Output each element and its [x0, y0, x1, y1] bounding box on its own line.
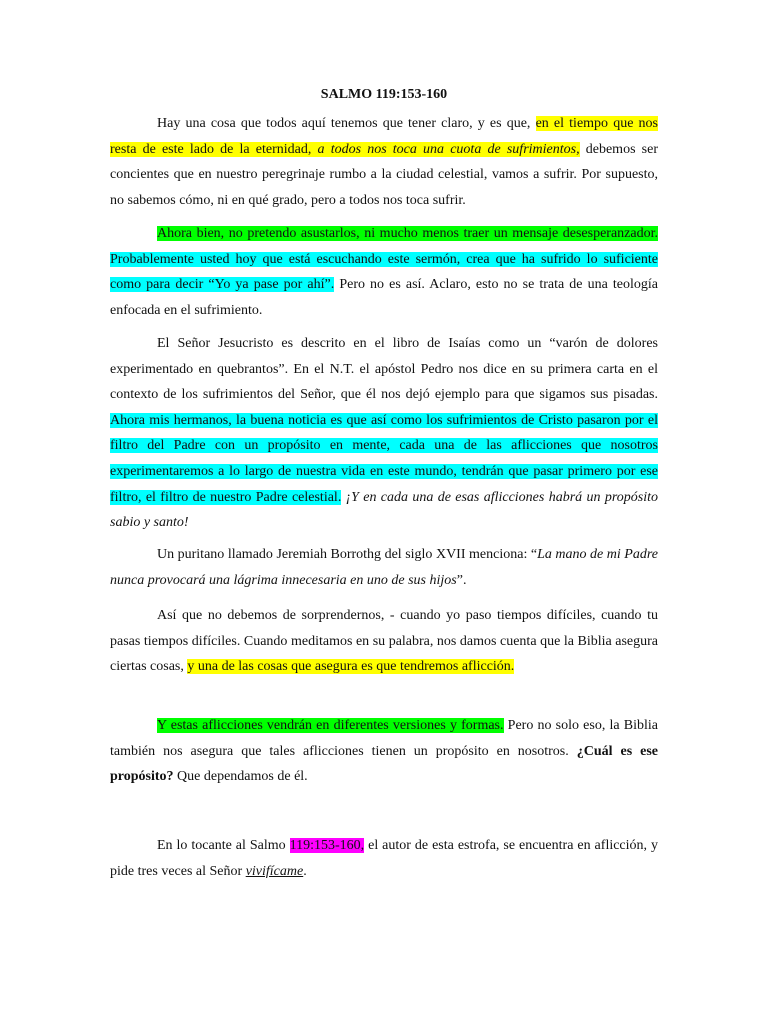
paragraph-2 [110, 221, 658, 323]
p1-text-d: debemos ser concientes que en nuestro peregrinaje rumbo a la ciudad celestial, vamos a sufrir. Por supuesto, no sabemos cómo, ni en qué grado, pero a todos nos toca sufrir. [110, 141, 659, 208]
p2-highlight-cyan: Probablemente usted hoy que está escuchando este sermón, crea que ha sufrido lo suficiente como para decir “Yo ya pase por ahí”. [110, 251, 658, 293]
p6-text-d: Que dependamos de él. [173, 769, 308, 785]
p6-question: ¿Cuál es ese propósito? [110, 743, 658, 785]
p3-text-c: ¡Y en cada una de esas aflicciones habrá un propósito sabio y santo! [110, 489, 658, 531]
p7-text-c: el autor de esta estrofa, se encuentra en aflicción, y pide tres veces al Señor [110, 838, 659, 879]
paragraph-3 [110, 331, 658, 536]
p4-text-c: ”. [456, 572, 467, 588]
p5-highlight-yellow: y una de las cosas que asegura es que tendremos aflicción. [187, 659, 515, 675]
p3-text-a: El Señor Jesucristo es descrito en el libro de Isaías como un “varón de dolores experimentado en quebrantos”. En el N.T. el apóstol Pedro nos dice en su primera carta en el contexto de los sufrimientos del Señor, que él nos dejó ejemplo para que sigamos sus pisadas. [110, 336, 658, 403]
p7-highlight-magenta: 119:153-160, [289, 838, 365, 853]
p1-text-b: en el tiempo que nos resta de este lado de la eternidad, [110, 116, 658, 157]
p3-highlight-cyan: Ahora mis hermanos, la buena noticia es que así como los sufrimientos de Cristo pasaron por el filtro del Padre con un propósito en mente, cada una de las aflicciones que nosotros experimentaremos a lo largo de nuestra vida en este mundo, tendrán que pasar primero por ese filtro, el filtro de nuestro Padre celestial. [110, 412, 658, 505]
paragraph-5 [110, 603, 658, 680]
p6-highlight-green: Y estas aflicciones vendrán en diferentes versiones y formas. [157, 718, 504, 733]
p7-vivificame: vivifícame [245, 863, 304, 879]
p2-text-d: Pero no es así. Aclaro, esto no se trata de una teología enfocada en el sufrimiento. [110, 277, 658, 318]
p7-text-a: En lo tocante al Salmo [157, 838, 290, 853]
p4-quote: La mano de mi Padre nunca provocará una lágrima innecesaria en uno de sus hijos [110, 547, 658, 588]
p6-text-b: Pero no solo eso, la Biblia también nos asegura que tales aflicciones tienen un propósito en nosotros. [110, 718, 658, 759]
p1-text-c: a todos nos toca una cuota de sufrimientos, [317, 141, 580, 157]
paragraph-4 [110, 542, 658, 593]
paragraph-6 [110, 713, 658, 790]
p1-text-a: Hay una cosa que todos aquí tenemos que tener claro, y es que, [157, 116, 536, 131]
paragraph-7 [110, 833, 658, 884]
p5-text-a: Así que no debemos de sorprendernos, - cuando yo paso tiempos difíciles, cuando tu pasas tiempos difíciles. Cuando meditamos en su palabra, nos damos cuenta que la Biblia asegura ciertas cosas, [110, 608, 658, 675]
page-title: SALMO 119:153-160 [320, 87, 448, 102]
p4-text-a: Un puritano llamado Jeremiah Borrothg del siglo XVII menciona: “ [157, 547, 538, 562]
paragraph-1 [110, 111, 658, 213]
p2-highlight-green: Ahora bien, no pretendo asustarlos, ni mucho menos traer un mensaje desesperanzador. [157, 226, 658, 241]
p7-text-e: . [303, 863, 307, 879]
